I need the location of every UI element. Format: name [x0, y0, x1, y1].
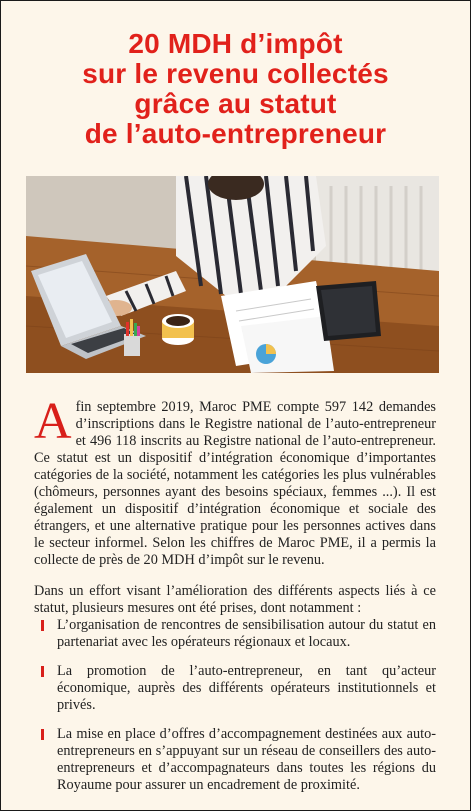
title-line: de l’auto-entrepreneur [84, 118, 387, 149]
list-item-text: La mise en place d’offres d’accompagnement destinées aux auto-entrepreneurs en s’appuyant sur un réseau de conseillers des auto-entrepreneurs et d’accompagnateurs dans toutes les régions du Royaume pour assurer un encadrement de proximité. [57, 726, 436, 793]
bullet-marker-icon [41, 620, 44, 631]
measures-list [34, 617, 436, 794]
list-item [34, 663, 436, 714]
photo-entrepreneur-at-desk [26, 176, 439, 373]
measures-intro: Dans un effort visant l’amélioration des différents aspects liés à ce statut, plusieurs mesures ont été prises, dont notamment : [34, 583, 436, 616]
list-item [34, 617, 436, 651]
title-line: sur le revenu collectés [82, 58, 389, 89]
article-title [1, 29, 470, 149]
drop-cap: A [34, 393, 72, 450]
list-item [34, 726, 436, 794]
article-body [34, 393, 436, 794]
bullet-marker-icon [41, 729, 44, 740]
article-photo [26, 176, 439, 373]
intro-text: fin septembre 2019, Maroc PME compte 597 142 demandes d’inscriptions dans le Registre national de l’auto-entrepreneur et 496 118 inscrits au Registre national de l’auto-entrepreneur. Ce statut est un dispositif d’intégration économique d’importantes catégories de la société, notamment les catégories les plus vulnérables (chômeurs, personnes ayant des besoins spéciaux, femmes ...). Il est également un dispositif d’intégration économique et sociale des étrangers, et une alternative pratique pour les personnes actives dans le secteur informel. Selon les chiffres de Maroc PME, il a permis la collecte de près de 20 MDH d’impôt sur le revenu. [34, 399, 436, 568]
title-line: grâce au statut [134, 88, 337, 119]
intro-paragraph [34, 393, 436, 569]
bullet-marker-icon [41, 666, 44, 677]
list-item-text: La promotion de l’auto-entrepreneur, en tant qu’acteur économique, auprès des différents opérateurs institutionnels et privés. [57, 663, 436, 713]
title-line: 20 MDH d’impôt [128, 28, 343, 59]
list-item-text: L’organisation de rencontres de sensibilisation autour du statut en partenariat avec les opérateurs régionaux et locaux. [57, 617, 436, 650]
